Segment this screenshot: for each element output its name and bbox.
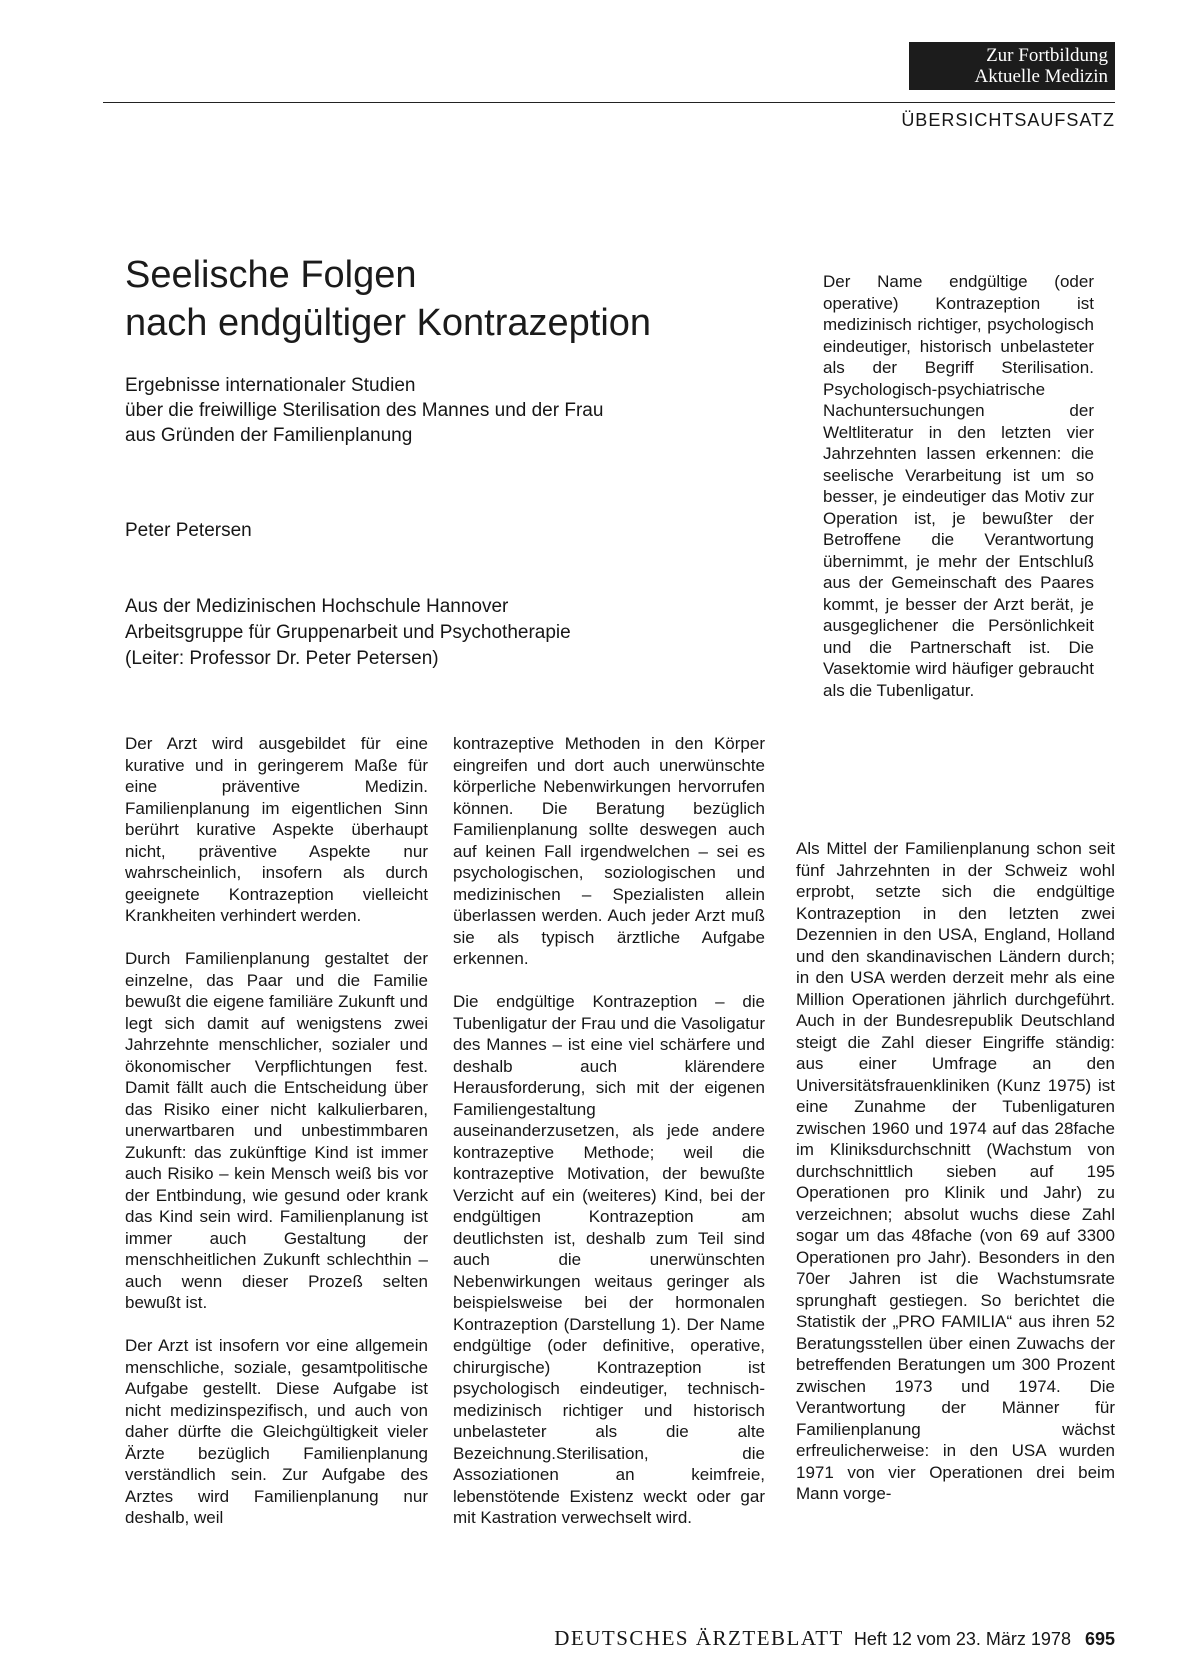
body-column-3 <box>796 838 1115 1526</box>
subtitle-line-3: aus Gründen der Familienplanung <box>125 425 413 446</box>
section-label: ÜBERSICHTSAUFSATZ <box>901 110 1115 130</box>
journal-name: DEUTSCHES ÄRZTEBLATT <box>554 1626 844 1650</box>
affiliation-line-2: Arbeitsgruppe für Gruppenarbeit und Psychotherapie <box>125 622 571 643</box>
paragraph: kontrazeptive Methoden in den Körper eingreifen und dort auch unerwünschte körperliche Nebenwirkungen hervorrufen können. Die Beratung bezüglich Familienplanung sollte deswegen auch auf keinen Fall irgendwelchen – sei es psychologischen, soziologischen und medizinischen – Spezialisten allein überlassen werden. Auch jeder Arzt muß sie als typisch ärztliche Aufgabe erkennen. <box>453 734 765 968</box>
abstract-box <box>823 271 1094 723</box>
author-affiliation <box>125 594 745 672</box>
paragraph: Der Arzt ist insofern vor eine allgemein menschliche, soziale, gesamtpolitische Aufgabe gestellt. Diese Aufgabe ist nicht medizinspezifisch, und auch von daher dürfte die Gleichgültigkeit vieler Ärzte bezüglich Familienplanung verständlich sein. Zur Aufgabe des Arztes wird Familienplanung nur deshalb, weil <box>125 1336 428 1527</box>
page-number: 695 <box>1084 1629 1115 1649</box>
body-column-2 <box>453 733 765 1550</box>
badge-line-2: Aktuelle Medizin <box>974 66 1108 87</box>
header-rule <box>103 102 1115 103</box>
paragraph: Als Mittel der Familienplanung schon seit fünf Jahrzehnten in der Schweiz wohl erprobt, setzte sich die endgültige Kontrazeption in den letzten zwei Dezennien in den USA, England, Holland und den skandinavischen Ländern durch; in den USA werden derzeit mehr als eine Million Operationen jährlich durchgeführt. Auch in der Bundesrepublik Deutschland steigt die Zahl dieser Eingriffe ständig: aus einer Umfrage an den Universitätsfrauenkliniken (Kunz 1975) ist eine Zunahme der Tubenligaturen zwischen 1960 und 1974 auf das 28fache im Kliniksdurchschnitt (Wachstum von durchschnittlich sieben auf 195 Operationen pro Klinik und Jahr) zu verzeichnen; absolut wuchs diese Zahl sogar um das 48fache (von 69 auf 3300 Operationen pro Jahr). Besonders in den 70er Jahren ist die Wachstumsrate sprunghaft gestiegen. So berichtet die Statistik der „PRO FAMILIA“ aus ihren 52 Beratungsstellen über einen Zuwachs der betreffenden Beratungen um 300 Prozent zwischen 1973 und 1974. Die Verantwortung der Männer für Familienplanung wächst erfreulicherweise: in den USA wurden 1971 von vier Operationen drei beim Mann vorge- <box>796 839 1115 1503</box>
paragraph: Durch Familienplanung gestaltet der einzelne, das Paar und die Familie bewußt die eigene familiäre Zukunft und legt sich damit auf wenigstens zwei Jahrzehnte menschlicher, sozialer und ökonomischer Verpflichtungen fest. Damit fällt auch die Entscheidung über das Risiko einer nicht kalkulierbaren, unerwartbaren und unbestimmbaren Zukunft: das zukünftige Kind ist immer auch Risiko – kein Mensch weiß bis vor der Entbindung, wie gesund oder krank das Kind sein wird. Familienplanung ist immer auch Gestaltung der menschheitlichen Zukunft schlechthin – auch wenn dieser Prozeß selten bewußt ist. <box>125 949 428 1312</box>
issue-info: Heft 12 vom 23. März 1978 <box>853 1629 1071 1649</box>
body-column-1 <box>125 733 428 1550</box>
paragraph: Der Arzt wird ausgebildet für eine kurative und in geringerem Maße für eine präventive Medizin. Familienplanung im eigentlichen Sinn berührt kurative Aspekte überhaupt nicht, präventive Aspekte nur wahrscheinlich, insofern als durch geeignete Kontrazeption vielleicht Krankheiten verhindert werden. <box>125 734 428 925</box>
affiliation-line-3: (Leiter: Professor Dr. Peter Petersen) <box>125 648 439 669</box>
abstract-text: Der Name endgültige (oder operative) Kontrazeption ist medizinisch richtiger, psychologisch eindeutiger, historisch unbelasteter als der Begriff Sterilisation. Psychologisch-psychiatrische Nachuntersuchungen der Weltliteratur in den letzten vier Jahrzehnten lassen erkennen: die seelische Verarbeitung ist um so besser, je eindeutiger das Motiv zur Operation ist, je bewußter der Betroffene die Verantwortung übernimmt, je mehr der Entschluß aus der Gemeinschaft des Paares kommt, je besser der Arzt berät, je ausgeglichener die Persönlichkeit und die Partnerschaft ist. Die Vasektomie wird häufiger gebraucht als die Tubenligatur. <box>823 272 1094 700</box>
title-line-2: nach endgültiger Kontrazeption <box>125 302 652 344</box>
section-badge <box>909 42 1115 90</box>
paragraph: Die endgültige Kontrazeption – die Tubenligatur der Frau und die Vasoligatur des Mannes – ist eine viel schärfere und deshalb auch klärendere Herausforderung, sich mit der eigenen Familiengestaltung auseinanderzusetzen, als jede andere kontrazeptive Methode; weil die kontrazeptive Motivation, der bewußte Verzicht auf ein (weiteres) Kind, bei der endgültigen Kontrazeption am deutlichsten ist, deshalb zum Teil sind auch die unerwünschten Nebenwirkungen weitaus geringer als beispielsweise bei der hormonalen Kontrazeption (Darstellung 1). Der Name endgültige (oder definitive, operative, chirurgische) Kontrazeption ist psychologisch eindeutiger, technisch-medizinisch richtiger und historisch unbelasteter als die alte Bezeichnung.Sterilisation, die Assoziationen an keimfreie, lebenstötende Existenz weckt oder gar mit Kastration verwechselt wird. <box>453 992 765 1527</box>
article-title <box>125 251 745 347</box>
subtitle-line-2: über die freiwillige Sterilisation des Mannes und der Frau <box>125 400 604 421</box>
badge-line-1: Zur Fortbildung <box>986 45 1108 66</box>
author-name: Peter Petersen <box>125 520 252 541</box>
subtitle-line-1: Ergebnisse internationaler Studien <box>125 375 416 396</box>
title-line-1: Seelische Folgen <box>125 254 417 296</box>
article-subtitle <box>125 373 745 448</box>
affiliation-line-1: Aus der Medizinischen Hochschule Hannover <box>125 596 509 617</box>
page-footer <box>490 1626 1115 1651</box>
